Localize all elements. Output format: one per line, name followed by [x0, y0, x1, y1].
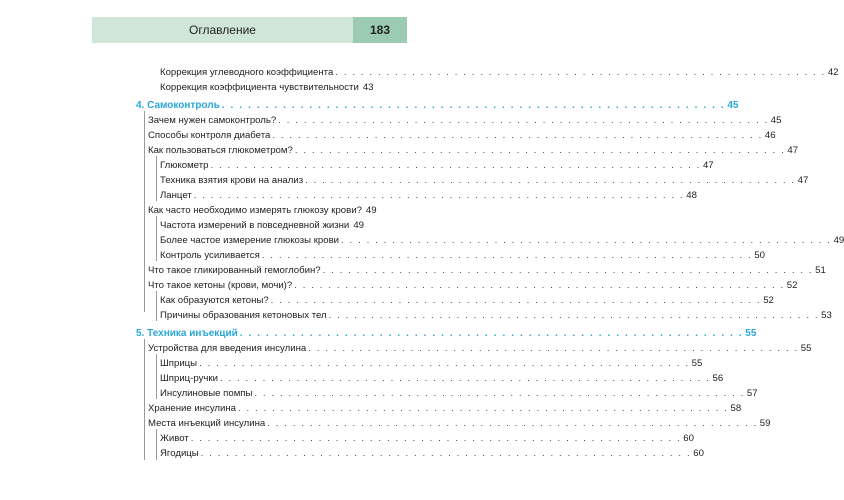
toc-dot-leader: . . . . . . . . . . . . . . . . . . . . . . . . . . . . . . . . . . . . . . . . . . . . . . . . . . . . . . . . . . [254, 388, 745, 399]
toc-entry [160, 216, 364, 232]
toc-entry [160, 78, 374, 94]
toc-entry-label: Шприц-ручки [160, 373, 218, 384]
toc-entry-label: Устройства для введения инсулина [148, 343, 307, 354]
toc-entry-label: Более частое измерение глюкозы крови [160, 235, 340, 246]
toc-page-number: 47 [787, 145, 799, 156]
toc-page-number: 43 [362, 82, 374, 93]
toc-indent-rule [156, 354, 157, 399]
toc-entry-label: Как образуются кетоны? [160, 295, 269, 306]
toc-entry-label: Способы контроля диабета [148, 130, 271, 141]
toc-entry [148, 141, 799, 157]
toc-entry-label: Причины образования кетоновых тел [160, 310, 327, 321]
toc-page-number: 45 [770, 115, 782, 126]
toc-page-number: 59 [759, 418, 771, 429]
toc-page-number: 55 [800, 343, 812, 354]
toc-dot-leader: . . . . . . . . . . . . . . . . . . . . . . . . . . . . . . . . . . . . . . . . . . . . . . . . . . . . . . . . . . [190, 433, 682, 444]
toc-entry-label: Ягодицы [160, 448, 199, 459]
toc-entry-label: 5. Техника инъекций [136, 328, 238, 339]
toc-dot-leader: . . . . . . . . . . . . . . . . . . . . . . . . . . . . . . . . . . . . . . . . . . . . . . . . . . . . . . . . . . [270, 295, 762, 306]
toc-dot-leader: . . . . . . . . . . . . . . . . . . . . . . . . . . . . . . . . . . . . . . . . . . . . . . . . . . . . . . . . . . [278, 115, 769, 126]
header-title: Оглавление [189, 23, 256, 37]
toc-dot-leader: . . . . . . . . . . . . . . . . . . . . . . . . . . . . . . . . . . . . . . . . . . . . . . . . . . . . . . . . . . [305, 175, 796, 186]
toc-entry-label: Живот [160, 433, 189, 444]
toc-dot-leader: . . . . . . . . . . . . . . . . . . . . . . . . . . . . . . . . . . . . . . . . . . . . . . . . . . . . . . . . . . [210, 160, 701, 171]
toc-page-number: 49 [833, 235, 844, 246]
toc-dot-leader: . . . . . . . . . . . . . . . . . . . . . . . . . . . . . . . . . . . . . . . . . . . . . . . . . . . . . . . . . . [335, 67, 826, 78]
toc-dot-leader: . . . . . . . . . . . . . . . . . . . . . . . . . . . . . . . . . . . . . . . . . . . . . . . . . . . . . . . . . . [221, 100, 726, 111]
toc-page-number: 55 [745, 328, 757, 339]
toc-indent-rule [144, 339, 145, 460]
toc-indent-rule [156, 429, 157, 460]
toc-dot-leader: . . . . . . . . . . . . . . . . . . . . . . . . . . . . . . . . . . . . . . . . . . . . . . . . . . . . . . . . . . [199, 358, 690, 369]
toc-dot-leader: . . . . . . . . . . . . . . . . . . . . . . . . . . . . . . . . . . . . . . . . . . . . . . . . . . . . . . . . . . [272, 130, 763, 141]
toc-entry [160, 444, 704, 460]
toc-page-number: 52 [786, 280, 798, 291]
toc-entry-label: Места инъекций инсулина [148, 418, 266, 429]
toc-entry [148, 399, 742, 415]
toc-entry-label: Что такое гликированный гемоглобин? [148, 265, 321, 276]
toc-dot-leader: . . . . . . . . . . . . . . . . . . . . . . . . . . . . . . . . . . . . . . . . . . . . . . . . . . . . . . . . . . [322, 265, 814, 276]
toc-page-number: 58 [730, 403, 742, 414]
toc-entry [148, 276, 798, 292]
toc-entry-label: Шприцы [160, 358, 198, 369]
toc-page-number: 47 [702, 160, 714, 171]
toc-dot-leader: . . . . . . . . . . . . . . . . . . . . . . . . . . . . . . . . . . . . . . . . . . . . . . . . . . . . . . . . . . [328, 310, 820, 321]
toc-dot-leader: . . . . . . . . . . . . . . . . . . . . . . . . . . . . . . . . . . . . . . . . . . . . . . . . . . . . . . . . . . [239, 328, 744, 339]
toc-page-number: 60 [683, 433, 694, 444]
toc-page-number: 46 [764, 130, 776, 141]
toc-indent-rule [156, 216, 157, 261]
toc-page-number: 51 [815, 265, 826, 276]
toc-entry-label: Ланцет [160, 190, 192, 201]
toc-page-number: 42 [827, 67, 839, 78]
toc-entry-label: Хранение инсулина [148, 403, 236, 414]
toc-page-number: 53 [821, 310, 832, 321]
toc-page-number: 60 [693, 448, 704, 459]
toc-page-number: 57 [746, 388, 758, 399]
toc-entry-label: Как пользоваться глюкометром? [148, 145, 293, 156]
toc-page-number: 45 [727, 100, 739, 111]
toc-page-number: 52 [763, 295, 774, 306]
toc-entry-label: Зачем нужен самоконтроль? [148, 115, 277, 126]
toc-entry-label: Коррекция коэффициента чувствительности [160, 82, 359, 93]
toc-entry-label: Контроль усиливается [160, 250, 260, 261]
toc-dot-leader: . . . . . . . . . . . . . . . . . . . . . . . . . . . . . . . . . . . . . . . . . . . . . . . . . . . . . . . . . . [267, 418, 758, 429]
page-header [92, 17, 407, 43]
toc-entry [160, 246, 765, 262]
toc-page-number: 49 [365, 205, 377, 216]
toc-entry [160, 429, 694, 445]
toc-page-number: 50 [754, 250, 765, 261]
toc-dot-leader: . . . . . . . . . . . . . . . . . . . . . . . . . . . . . . . . . . . . . . . . . . . . . . . . . . . . . . . . . . [261, 250, 753, 261]
toc-entry [160, 171, 809, 187]
toc-entry [160, 186, 697, 202]
toc-entry [148, 201, 377, 217]
toc-entry-label: Техника взятия крови на анализ [160, 175, 304, 186]
toc-entry [160, 291, 774, 307]
toc-section-heading [136, 96, 739, 112]
toc-entry [160, 369, 724, 385]
toc-page-number: 55 [691, 358, 703, 369]
toc-entry-label: Глюкометр [160, 160, 209, 171]
toc-entry [148, 126, 776, 142]
toc-entry [160, 306, 832, 322]
toc-entry [148, 111, 782, 127]
toc-entry [160, 156, 714, 172]
toc-entry-label: Коррекция углеводного коэффициента [160, 67, 334, 78]
toc-page-number: 49 [353, 220, 364, 231]
toc-entry-label: 4. Самоконтроль [136, 100, 220, 111]
toc-section-heading [136, 324, 757, 340]
toc-dot-leader: . . . . . . . . . . . . . . . . . . . . . . . . . . . . . . . . . . . . . . . . . . . . . . . . . . . . . . . . . . [219, 373, 711, 384]
toc-dot-leader: . . . . . . . . . . . . . . . . . . . . . . . . . . . . . . . . . . . . . . . . . . . . . . . . . . . . . . . . . . [294, 145, 786, 156]
toc-page-number: 48 [686, 190, 697, 201]
toc-dot-leader: . . . . . . . . . . . . . . . . . . . . . . . . . . . . . . . . . . . . . . . . . . . . . . . . . . . . . . . . . . [308, 343, 799, 354]
toc-entry [160, 354, 703, 370]
toc-indent-rule [144, 111, 145, 312]
toc-entry-label: Частота измерений в повседневной жизни [160, 220, 350, 231]
toc-entry [148, 261, 826, 277]
toc-dot-leader: . . . . . . . . . . . . . . . . . . . . . . . . . . . . . . . . . . . . . . . . . . . . . . . . . . . . . . . . . . [193, 190, 685, 201]
header-page-number: 183 [353, 17, 407, 43]
toc-entry [160, 63, 839, 79]
toc-indent-rule [156, 291, 157, 321]
toc-dot-leader: . . . . . . . . . . . . . . . . . . . . . . . . . . . . . . . . . . . . . . . . . . . . . . . . . . . . . . . . . . [200, 448, 692, 459]
toc-entry [148, 339, 812, 355]
toc-entry-label: Как часто необходимо измерять глюкозу крови? [148, 205, 362, 216]
toc-dot-leader: . . . . . . . . . . . . . . . . . . . . . . . . . . . . . . . . . . . . . . . . . . . . . . . . . . . . . . . . . . [238, 403, 729, 414]
toc-entry [160, 231, 844, 247]
toc-indent-rule [156, 156, 157, 201]
toc-entry [160, 384, 758, 400]
toc-entry-label: Инсулиновые помпы [160, 388, 253, 399]
toc-page-number: 56 [712, 373, 724, 384]
toc-dot-leader: . . . . . . . . . . . . . . . . . . . . . . . . . . . . . . . . . . . . . . . . . . . . . . . . . . . . . . . . . . [294, 280, 785, 291]
toc-entry [148, 414, 771, 430]
toc-entry-label: Что такое кетоны (крови, мочи)? [148, 280, 293, 291]
toc-page-number: 47 [797, 175, 809, 186]
toc-dot-leader: . . . . . . . . . . . . . . . . . . . . . . . . . . . . . . . . . . . . . . . . . . . . . . . . . . . . . . . . . . [341, 235, 832, 246]
